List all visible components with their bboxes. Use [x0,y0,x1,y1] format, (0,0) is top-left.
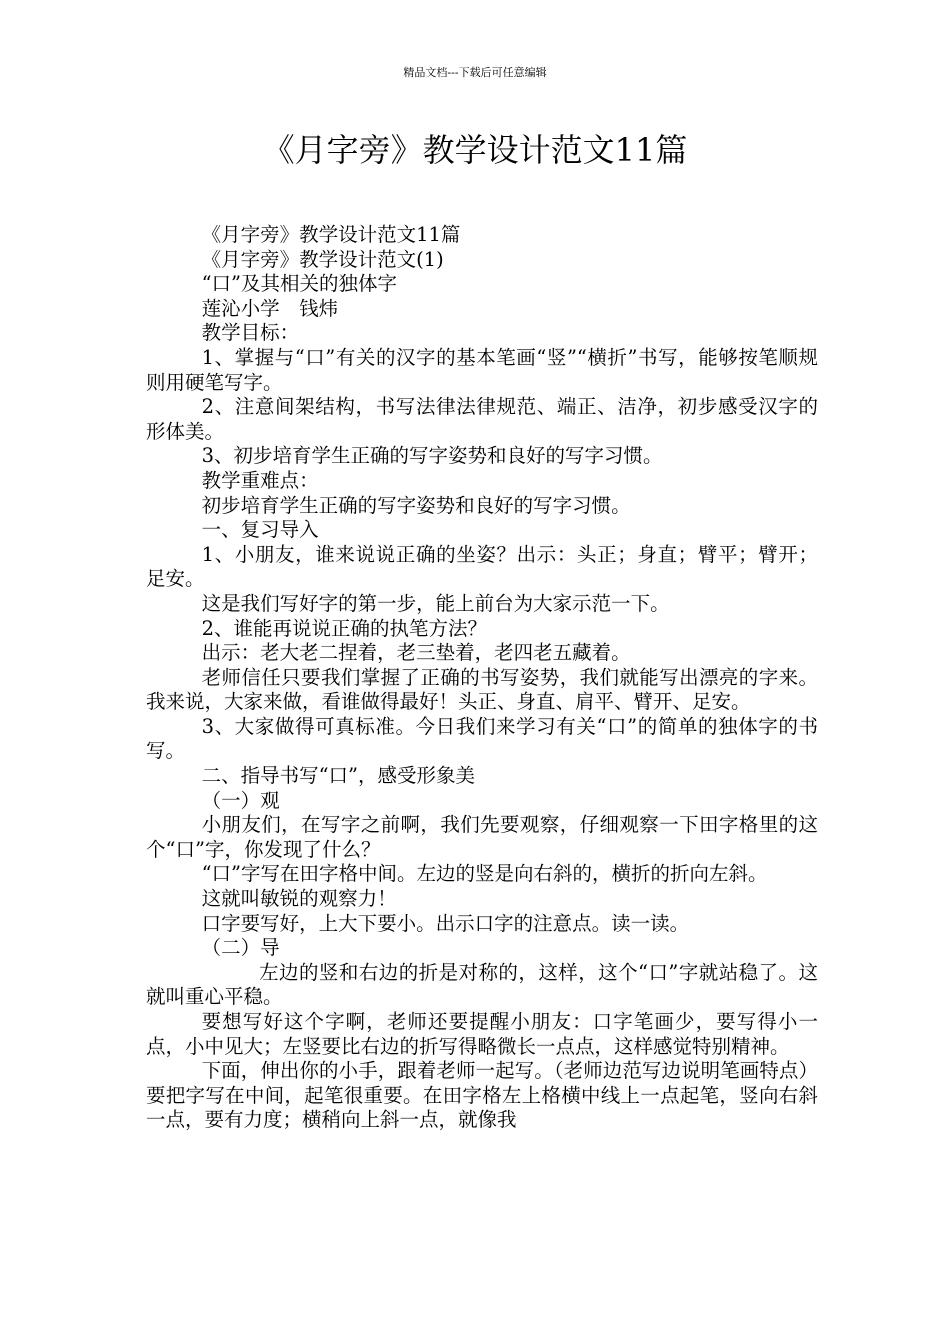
paragraph: 左边的竖和右边的折是对称的，这样，这个“口”字就站稳了。这就叫重心平稳。 [146,960,818,1009]
paragraph: 教学目标： [201,321,300,345]
paragraph: 小朋友们，在写字之前啊，我们先要观察，仔细观察一下田字格里的这个“口”字，你发现了什么？ [146,813,818,861]
paragraph: 教学重难点： [201,468,319,492]
paragraph: 这就叫敏锐的观察力！ [201,887,397,911]
paragraph: 下面，伸出你的小手，跟着老师一起写。（老师边范写边说明笔画特点）要把字写在中间，起笔很重要。在田字格左上格横中线上一点起笔，竖向右斜一点，要有力度；横稍向上斜一点，就像我 [146,1059,818,1132]
paragraph: 要想写好这个字啊，老师还要提醒小朋友：口字笔画少，要写得小一点，小中见大；左竖要比右边的折写得略微长一点点，这样感觉特别精神。 [146,1010,818,1058]
paragraph: “口”及其相关的独体字 [201,272,398,296]
paragraph: （二）导 [201,936,280,960]
paragraph: 莲沁小学 钱炜 [201,296,339,320]
paragraph: 3、大家做得可真标准。今日我们来学习有关“口”的简单的独体字的书写。 [146,714,818,763]
paragraph: “口”字写在田字格中间。左边的竖是向右斜的，横折的折向左斜。 [201,862,768,886]
paragraph: （一）观 [201,788,280,812]
paragraph: 一、复习导入 [201,518,319,542]
document-body [146,223,818,1133]
paragraph: 二、指导书写“口”，感受形象美 [201,764,476,788]
paragraph: 《月字旁》教学设计范文(1) [201,247,444,271]
paragraph: 初步培育学生正确的写字姿势和良好的写字习惯。 [201,493,631,517]
document-title: 《月字旁》教学设计范文11篇 [262,131,688,169]
paragraph: 1、掌握与“口”有关的汉字的基本笔画“竖”“横折”书写，能够按笔顺规则用硬笔写字。 [146,345,818,394]
paragraph: 1、小朋友，谁来说说正确的坐姿？出示：头正；身直；臂平；臂开；足安。 [146,542,818,591]
paragraph: 《月字旁》教学设计范文11篇 [201,223,461,246]
paragraph: 出示：老大老二捏着，老三垫着，老四老五藏着。 [201,641,631,665]
paragraph: 老师信任只要我们掌握了正确的书写姿势，我们就能写出漂亮的字来。我来说，大家来做，看谁做得最好！头正、身直、肩平、臂开、足安。 [146,665,818,714]
paragraph: 2、注意间架结构，书写法律法律规范、端正、洁净，初步感受汉字的形体美。 [146,395,818,443]
paragraph: 2、谁能再说说正确的执笔方法？ [201,616,487,640]
paragraph: 口字要写好，上大下要小。出示口字的注意点。读一读。 [201,911,690,935]
paragraph: 3、初步培育学生正确的写字姿势和良好的写字习惯。 [201,444,663,468]
page-header: 精品文档---下载后可任意编辑 [403,66,547,79]
paragraph: 这是我们写好字的第一步，能上前台为大家示范一下。 [201,591,670,615]
